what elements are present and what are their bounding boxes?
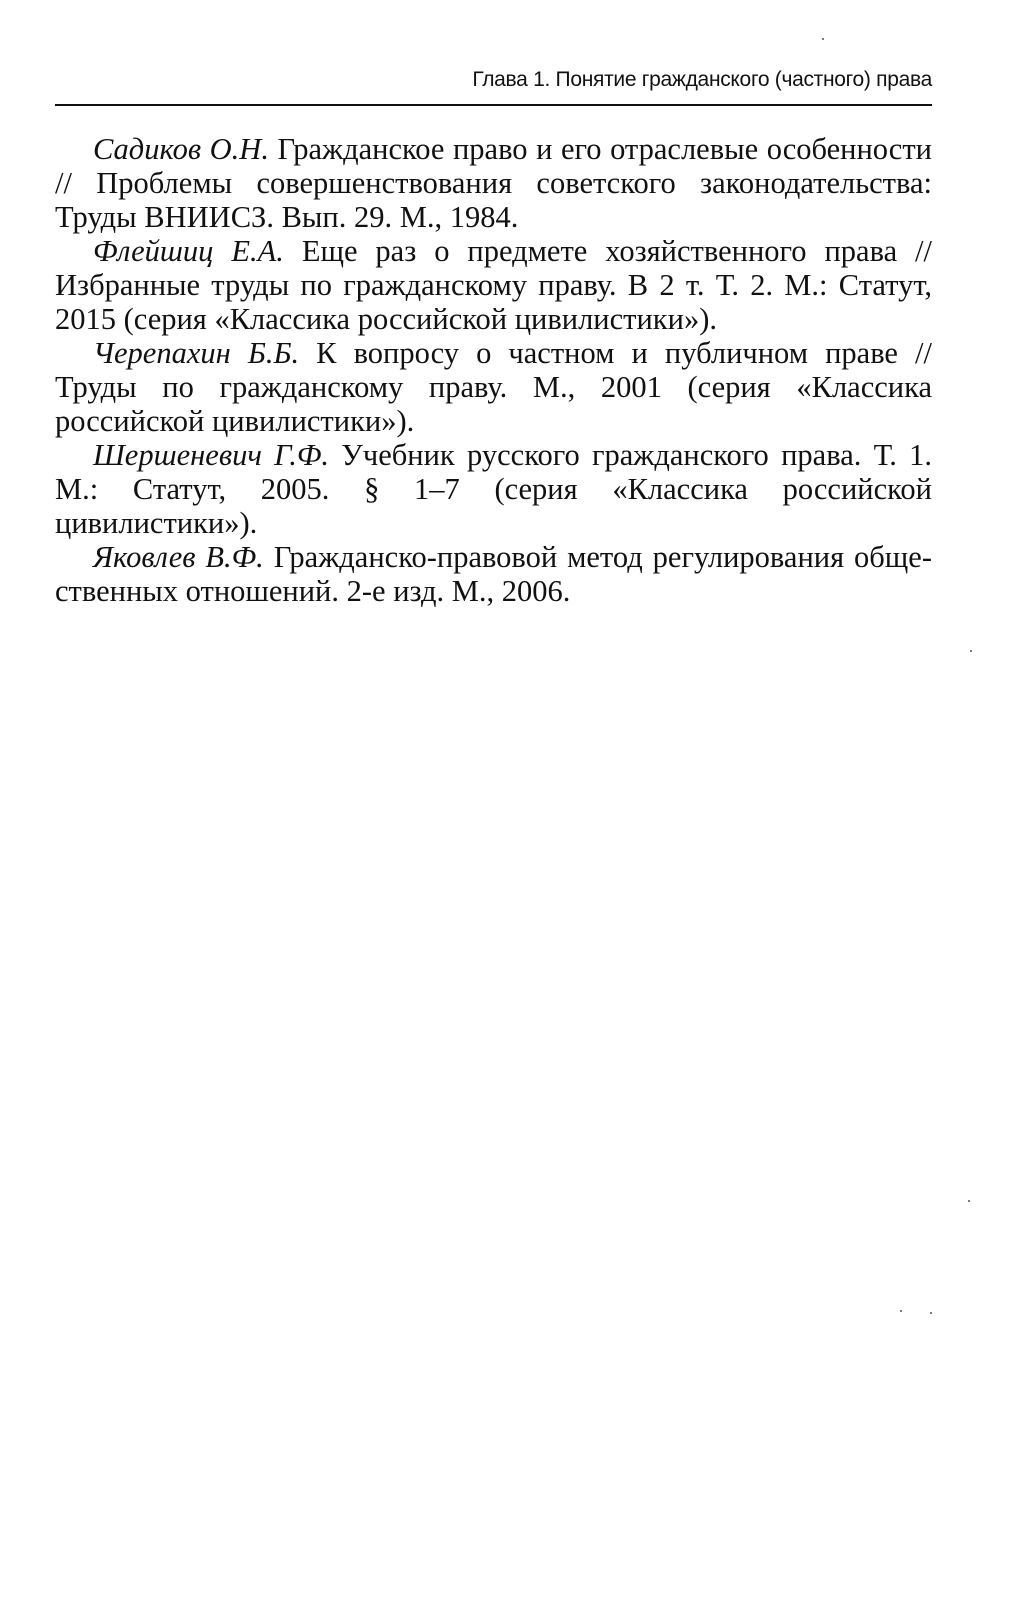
reference-author: Садиков О.Н. [93,132,269,166]
reference-author: Черепахин Б.Б. [93,336,300,370]
reference-author: Флейшиц Е.А. [93,234,284,268]
reference-entry [55,336,932,438]
reference-entry [55,132,932,234]
running-header: Глава 1. Понятие гражданского (частного) права [472,68,932,91]
reference-text: Гражданско-правовой метод регулирования общественных отношений. 2-е изд. М., 2006. [55,540,932,608]
reference-list [55,132,932,608]
scan-speck [822,38,824,40]
reference-author: Яковлев В.Ф. [93,540,264,574]
header-rule [55,104,932,106]
reference-entry [55,234,932,336]
reference-text: Еще раз о предмете хозяйственного права // Избранные труды по гражданскому праву. В 2 т. Т. 2. М.: Статут, 2015 (серия «Классика российской цивилистики»). [55,234,932,336]
reference-text: К вопросу о частном и публичном праве // Труды по гражданскому праву. М., 2001 (серия «Классика российской цивилистики»). [55,336,932,438]
reference-entry [55,438,932,540]
scan-speck [900,1310,902,1312]
scan-speck [930,1312,932,1314]
reference-entry [55,540,932,608]
reference-author: Шершеневич Г.Ф. [93,438,329,472]
reference-text: Гражданское право и его отраслевые особенности // Проблемы совершенствования советского законодательства: Труды ВНИИСЗ. Вып. 29. М., 1984. [55,132,932,234]
scan-speck [970,650,972,652]
scan-speck [968,1200,970,1202]
reference-text: Учебник русского гражданского права. Т. 1. М.: Статут, 2005. § 1–7 (серия «Классика российской цивилистики»). [55,438,932,540]
